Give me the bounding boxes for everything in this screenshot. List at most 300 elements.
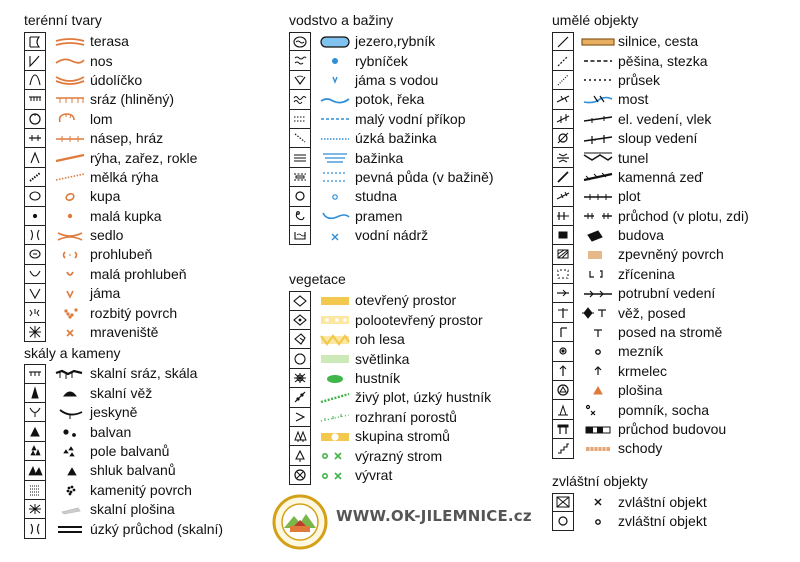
legend-symbol-box bbox=[24, 168, 46, 187]
rocks-box-icon bbox=[27, 502, 43, 516]
legend-symbol-box bbox=[24, 422, 46, 441]
manmade-box-icon bbox=[555, 170, 571, 184]
legend-row-manmade bbox=[552, 90, 749, 109]
legend-label: pomník, socha bbox=[618, 401, 710, 418]
water-box-icon bbox=[292, 151, 308, 165]
rocks-map-icon bbox=[52, 367, 88, 381]
legend-symbol-box bbox=[24, 207, 46, 226]
manmade-box-icon bbox=[555, 441, 571, 455]
terrain-map-icon bbox=[52, 229, 88, 243]
legend-map-symbol bbox=[50, 500, 90, 519]
legend-symbol-box bbox=[552, 400, 574, 419]
legend-symbol-box bbox=[289, 187, 311, 206]
legend-symbol-box bbox=[552, 493, 574, 512]
legend-symbol-box bbox=[552, 303, 574, 322]
special-box-icon bbox=[555, 495, 571, 509]
legend-symbol-box bbox=[24, 481, 46, 500]
manmade-box-icon bbox=[555, 189, 571, 203]
vegetation-box-icon bbox=[292, 429, 308, 443]
vegetation-map-icon bbox=[317, 430, 353, 444]
terrain-map-icon bbox=[52, 248, 88, 262]
water-map-icon bbox=[317, 112, 353, 126]
legend-row-manmade bbox=[552, 342, 749, 361]
rocks-map-icon bbox=[52, 503, 88, 517]
rocks-map-icon bbox=[52, 425, 88, 439]
legend-row-vegetation bbox=[289, 330, 494, 349]
legend-row-terrain bbox=[24, 110, 223, 129]
legend-row-water bbox=[289, 187, 494, 206]
legend-symbol-box bbox=[289, 168, 311, 187]
manmade-box-icon bbox=[555, 73, 571, 87]
legend-row-manmade bbox=[552, 303, 749, 322]
manmade-map-icon bbox=[580, 229, 616, 243]
legend-label: terasa bbox=[90, 33, 129, 50]
legend-symbol-box bbox=[289, 51, 311, 70]
legend-label: schody bbox=[618, 440, 663, 457]
legend-symbol-box bbox=[552, 187, 574, 206]
terrain-box-icon bbox=[27, 247, 43, 261]
legend-symbol-box bbox=[552, 245, 574, 264]
legend-row-rocks bbox=[24, 519, 223, 538]
legend-map-symbol bbox=[50, 90, 90, 109]
manmade-box-icon bbox=[555, 131, 571, 145]
legend-map-symbol bbox=[315, 226, 355, 245]
water-box-icon bbox=[292, 189, 308, 203]
legend-symbol-box bbox=[24, 226, 46, 245]
terrain-box-icon bbox=[27, 92, 43, 106]
manmade-map-icon bbox=[580, 345, 616, 359]
legend-symbol-box bbox=[289, 369, 311, 388]
manmade-box-icon bbox=[555, 92, 571, 106]
legend-label: most bbox=[618, 91, 649, 108]
water-map-icon bbox=[317, 73, 353, 87]
legend-map-symbol bbox=[50, 442, 90, 461]
legend-map-symbol bbox=[578, 245, 618, 264]
legend-row-manmade bbox=[552, 420, 749, 439]
legend-row-manmade bbox=[552, 381, 749, 400]
manmade-map-icon bbox=[580, 73, 616, 87]
legend-label: shluk balvanů bbox=[90, 462, 176, 479]
terrain-box-icon bbox=[27, 54, 43, 68]
terrain-map-icon bbox=[52, 35, 88, 49]
legend-label: zvláštní objekt bbox=[618, 493, 707, 510]
legend-map-symbol bbox=[578, 110, 618, 129]
legend-map-symbol bbox=[50, 403, 90, 422]
legend-row-terrain bbox=[24, 168, 223, 187]
legend-row-terrain bbox=[24, 148, 223, 167]
legend-row-manmade bbox=[552, 71, 749, 90]
legend-row-rocks bbox=[24, 422, 223, 441]
legend-label: skalní věž bbox=[90, 384, 153, 401]
legend-label: roh lesa bbox=[355, 331, 405, 348]
legend-label: hustník bbox=[355, 370, 401, 387]
legend-symbol-box bbox=[552, 226, 574, 245]
legend-label: vývrat bbox=[355, 467, 393, 483]
legend-label: polootevřený prostor bbox=[355, 311, 483, 328]
legend-label: jezero,rybník bbox=[355, 33, 436, 50]
legend-row-manmade bbox=[552, 284, 749, 303]
legend-symbol-box bbox=[24, 364, 46, 383]
rocks-box-icon bbox=[27, 483, 43, 497]
legend-row-vegetation bbox=[289, 291, 494, 310]
legend-symbol-box bbox=[289, 311, 311, 330]
legend-label: plot bbox=[618, 188, 641, 205]
manmade-map-icon bbox=[580, 384, 616, 398]
legend-label: otevřený prostor bbox=[355, 292, 457, 309]
legend-map-symbol bbox=[50, 71, 90, 90]
legend-symbol-box bbox=[552, 323, 574, 342]
terrain-map-icon bbox=[52, 190, 88, 204]
legend-label: vodní nádrž bbox=[355, 227, 429, 244]
legend-row-manmade bbox=[552, 207, 749, 226]
legend-map-symbol bbox=[50, 384, 90, 403]
manmade-map-icon bbox=[580, 190, 616, 204]
manmade-box-icon bbox=[555, 209, 571, 223]
manmade-map-icon bbox=[580, 423, 616, 437]
legend-map-symbol bbox=[50, 303, 90, 322]
legend-row-vegetation bbox=[289, 446, 494, 465]
legend-map-symbol bbox=[315, 110, 355, 129]
legend-label: lom bbox=[90, 110, 113, 127]
legend-label: živý plot, úzký hustník bbox=[355, 389, 492, 406]
legend-symbol-box bbox=[289, 291, 311, 310]
special-map-icon bbox=[580, 515, 616, 529]
legend-row-terrain bbox=[24, 323, 223, 342]
legend-row-terrain bbox=[24, 303, 223, 322]
section-title-manmade: umělé objekty bbox=[552, 12, 639, 28]
section-title-rocks: skály a kameny bbox=[24, 345, 121, 362]
legend-row-manmade bbox=[552, 148, 749, 167]
legend-symbol-box bbox=[289, 446, 311, 465]
legend-label: světlinka bbox=[355, 350, 410, 367]
legend-map-symbol bbox=[50, 110, 90, 129]
column-middle bbox=[289, 12, 494, 485]
legend-row-vegetation bbox=[289, 408, 494, 427]
legend-row-vegetation bbox=[289, 311, 494, 330]
legend-symbol-box bbox=[289, 330, 311, 349]
legend-map-symbol bbox=[578, 265, 618, 284]
vegetation-box-icon bbox=[292, 371, 308, 385]
legend-label: jáma s vodou bbox=[355, 71, 439, 88]
manmade-box-icon bbox=[555, 286, 571, 300]
legend-map-symbol bbox=[50, 519, 90, 538]
vegetation-box-icon bbox=[292, 313, 308, 327]
legend-row-terrain bbox=[24, 245, 223, 264]
terrain-map-icon bbox=[52, 306, 88, 320]
legend-map-symbol bbox=[578, 381, 618, 400]
terrain-box-icon bbox=[27, 325, 43, 339]
legend-map-symbol bbox=[578, 51, 618, 70]
legend-map-symbol bbox=[315, 187, 355, 206]
legend-label: sedlo bbox=[90, 227, 124, 244]
legend-map-symbol bbox=[50, 148, 90, 167]
legend-symbol-box bbox=[24, 384, 46, 403]
manmade-box-icon bbox=[555, 422, 571, 436]
legend-map-symbol bbox=[578, 303, 618, 322]
legend-row-water bbox=[289, 207, 494, 226]
legend-label: sráz (hliněný) bbox=[90, 91, 175, 108]
legend-row-rocks bbox=[24, 500, 223, 519]
rocks-box-icon bbox=[27, 386, 43, 400]
legend-label: studna bbox=[355, 188, 398, 205]
legend-label: mezník bbox=[618, 343, 664, 360]
legend-label: průchod budovou bbox=[618, 421, 727, 437]
special-box-icon bbox=[555, 514, 571, 528]
legend-row-terrain bbox=[24, 265, 223, 284]
legend-symbol-box bbox=[552, 148, 574, 167]
water-box-icon bbox=[292, 170, 308, 184]
manmade-map-icon bbox=[580, 54, 616, 68]
legend-row-special bbox=[552, 512, 749, 531]
water-map-icon bbox=[317, 209, 353, 223]
manmade-map-icon bbox=[580, 306, 616, 320]
water-map-icon bbox=[317, 132, 353, 146]
manmade-map-icon bbox=[580, 170, 616, 184]
water-box-icon bbox=[292, 209, 308, 223]
legend-row-rocks bbox=[24, 403, 223, 422]
legend-map-symbol bbox=[50, 265, 90, 284]
legend-special bbox=[552, 493, 749, 532]
water-box-icon bbox=[292, 131, 308, 145]
terrain-map-icon bbox=[52, 54, 88, 68]
vegetation-map-icon bbox=[317, 449, 353, 463]
terrain-map-icon bbox=[52, 326, 88, 340]
legend-map-symbol bbox=[50, 461, 90, 480]
legend-symbol-box bbox=[552, 32, 574, 51]
legend-map-symbol bbox=[50, 422, 90, 441]
rocks-box-icon bbox=[27, 463, 43, 477]
legend-map-symbol bbox=[50, 323, 90, 342]
rocks-map-icon bbox=[52, 522, 88, 536]
legend-symbol-box bbox=[289, 148, 311, 167]
legend-label: skalní sráz, skála bbox=[90, 365, 198, 382]
legend-label: budova bbox=[618, 227, 664, 244]
legend-symbol-box bbox=[552, 420, 574, 439]
legend-label: rozbitý povrch bbox=[90, 304, 178, 321]
legend-row-water bbox=[289, 168, 494, 187]
manmade-box-icon bbox=[555, 325, 571, 339]
water-box-icon bbox=[292, 228, 308, 242]
legend-row-vegetation bbox=[289, 369, 494, 388]
legend-row-manmade bbox=[552, 51, 749, 70]
legend-symbol-box bbox=[24, 403, 46, 422]
legend-row-water bbox=[289, 226, 494, 245]
legend-row-terrain bbox=[24, 187, 223, 206]
legend-map-symbol bbox=[578, 168, 618, 187]
legend-row-manmade bbox=[552, 168, 749, 187]
legend-symbol-box bbox=[24, 500, 46, 519]
legend-map-symbol bbox=[315, 51, 355, 70]
manmade-box-icon bbox=[555, 151, 571, 165]
legend-label: jeskyně bbox=[90, 404, 138, 421]
terrain-box-icon bbox=[27, 151, 43, 165]
legend-symbol-box bbox=[289, 32, 311, 51]
website-url[interactable]: WWW.OK-JILEMNICE.cz bbox=[336, 507, 532, 525]
water-map-icon bbox=[317, 54, 353, 68]
legend-map-symbol bbox=[578, 129, 618, 148]
legend-map-symbol bbox=[578, 439, 618, 458]
legend-label: zpevněný povrch bbox=[618, 246, 724, 263]
legend-symbol-box bbox=[24, 32, 46, 51]
rocks-map-icon bbox=[52, 386, 88, 400]
legend-symbol-box bbox=[552, 168, 574, 187]
terrain-box-icon bbox=[27, 286, 43, 300]
legend-row-terrain bbox=[24, 32, 223, 51]
terrain-box-icon bbox=[27, 170, 43, 184]
legend-label: věž, posed bbox=[618, 304, 686, 321]
legend-row-terrain bbox=[24, 51, 223, 70]
legend-row-manmade bbox=[552, 439, 749, 458]
manmade-box-icon bbox=[555, 306, 571, 320]
legend-label: zvláštní objekt bbox=[618, 513, 707, 530]
legend-label: údolíčko bbox=[90, 71, 143, 88]
legend-label: násep, hráz bbox=[90, 130, 164, 147]
legend-row-water bbox=[289, 148, 494, 167]
legend-symbol-box bbox=[24, 187, 46, 206]
legend-symbol-box bbox=[24, 284, 46, 303]
legend-row-manmade bbox=[552, 226, 749, 245]
terrain-map-icon bbox=[52, 209, 88, 223]
legend-map-symbol bbox=[315, 90, 355, 109]
vegetation-map-icon bbox=[317, 410, 353, 424]
legend-row-special bbox=[552, 493, 749, 512]
legend-map-symbol bbox=[315, 369, 355, 388]
legend-map-symbol bbox=[315, 129, 355, 148]
legend-label: el. vedení, vlek bbox=[618, 110, 712, 127]
legend-symbol-box bbox=[552, 71, 574, 90]
legend-row-rocks bbox=[24, 481, 223, 500]
legend-symbol-box bbox=[552, 381, 574, 400]
legend-map-symbol bbox=[315, 311, 355, 330]
vegetation-box-icon bbox=[292, 449, 308, 463]
legend-symbol-box bbox=[24, 303, 46, 322]
special-map-icon bbox=[580, 495, 616, 509]
legend-row-rocks bbox=[24, 364, 223, 383]
legend-row-manmade bbox=[552, 265, 749, 284]
legend-symbol-box bbox=[552, 90, 574, 109]
vegetation-box-icon bbox=[292, 410, 308, 424]
legend-map-symbol bbox=[315, 408, 355, 427]
terrain-map-icon bbox=[52, 267, 88, 281]
legend-label: mělká rýha bbox=[90, 168, 159, 185]
manmade-map-icon bbox=[580, 287, 616, 301]
legend-symbol-box bbox=[24, 90, 46, 109]
manmade-map-icon bbox=[580, 209, 616, 223]
vegetation-map-icon bbox=[317, 294, 353, 308]
legend-row-rocks bbox=[24, 461, 223, 480]
rocks-box-icon bbox=[27, 367, 43, 381]
legend-map-symbol bbox=[50, 481, 90, 500]
rocks-box-icon bbox=[27, 444, 43, 458]
rocks-map-icon bbox=[52, 464, 88, 478]
legend-row-manmade bbox=[552, 32, 749, 51]
legend-map-symbol bbox=[578, 420, 618, 439]
terrain-map-icon bbox=[52, 93, 88, 107]
legend-symbol-box bbox=[289, 408, 311, 427]
manmade-map-icon bbox=[580, 267, 616, 281]
legend-label: malý vodní příkop bbox=[355, 110, 466, 127]
terrain-map-icon bbox=[52, 287, 88, 301]
legend-label: pěšina, stezka bbox=[618, 52, 708, 69]
legend-map-symbol bbox=[578, 71, 618, 90]
legend-symbol-box bbox=[552, 342, 574, 361]
terrain-map-icon bbox=[52, 73, 88, 87]
section-title-terrain: terénní tvary bbox=[24, 12, 102, 28]
legend-label: rýha, zařez, rokle bbox=[90, 149, 198, 166]
legend-symbol-box bbox=[24, 519, 46, 538]
manmade-box-icon bbox=[555, 267, 571, 281]
legend-symbol-box bbox=[289, 207, 311, 226]
legend-symbol-box bbox=[24, 245, 46, 264]
legend-map-symbol bbox=[315, 32, 355, 51]
legend-symbol-box bbox=[552, 362, 574, 381]
legend-symbol-box bbox=[289, 466, 311, 485]
terrain-box-icon bbox=[27, 131, 43, 145]
manmade-map-icon bbox=[580, 364, 616, 378]
manmade-box-icon bbox=[555, 35, 571, 49]
manmade-box-icon bbox=[555, 344, 571, 358]
terrain-map-icon bbox=[52, 151, 88, 165]
water-box-icon bbox=[292, 73, 308, 87]
legend-label: skupina stromů bbox=[355, 428, 450, 445]
legend-label: rozhraní porostů bbox=[355, 408, 457, 425]
club-seal-icon bbox=[272, 494, 328, 550]
legend-row-vegetation bbox=[289, 427, 494, 446]
legend-label: jáma bbox=[90, 285, 121, 302]
column-right bbox=[552, 12, 749, 531]
manmade-box-icon bbox=[555, 403, 571, 417]
legend-map-symbol bbox=[50, 245, 90, 264]
legend-label: potok, řeka bbox=[355, 91, 425, 108]
legend-map-symbol bbox=[578, 284, 618, 303]
legend-label: kamenitý povrch bbox=[90, 481, 192, 498]
legend-row-manmade bbox=[552, 323, 749, 342]
legend-row-manmade bbox=[552, 362, 749, 381]
legend-symbol-box bbox=[552, 129, 574, 148]
legend-map-symbol bbox=[578, 32, 618, 51]
legend-row-manmade bbox=[552, 129, 749, 148]
legend-symbol-box bbox=[24, 265, 46, 284]
legend-row-water bbox=[289, 51, 494, 70]
legend-row-manmade bbox=[552, 110, 749, 129]
vegetation-map-icon bbox=[317, 333, 353, 347]
section-title-special: zvláštní objekty bbox=[552, 472, 648, 489]
legend-map-symbol bbox=[578, 226, 618, 245]
manmade-map-icon bbox=[580, 132, 616, 146]
water-box-icon bbox=[292, 92, 308, 106]
legend-row-terrain bbox=[24, 129, 223, 148]
legend-symbol-box bbox=[552, 284, 574, 303]
legend-row-vegetation bbox=[289, 349, 494, 368]
legend-symbol-box bbox=[289, 388, 311, 407]
legend-label: kamenná zeď bbox=[618, 168, 703, 185]
legend-row-water bbox=[289, 71, 494, 90]
legend-map-symbol bbox=[578, 187, 618, 206]
legend-row-water bbox=[289, 110, 494, 129]
manmade-map-icon bbox=[580, 326, 616, 340]
legend-label: silnice, cesta bbox=[618, 33, 699, 50]
legend-symbol-box bbox=[552, 439, 574, 458]
legend-symbol-box bbox=[289, 129, 311, 148]
legend-map-symbol bbox=[315, 349, 355, 368]
legend-map-symbol bbox=[578, 493, 618, 512]
legend-rocks bbox=[24, 364, 223, 539]
manmade-map-icon bbox=[580, 112, 616, 126]
terrain-box-icon bbox=[27, 228, 43, 242]
water-map-icon bbox=[317, 151, 353, 165]
legend-row-rocks bbox=[24, 384, 223, 403]
terrain-map-icon bbox=[52, 132, 88, 146]
